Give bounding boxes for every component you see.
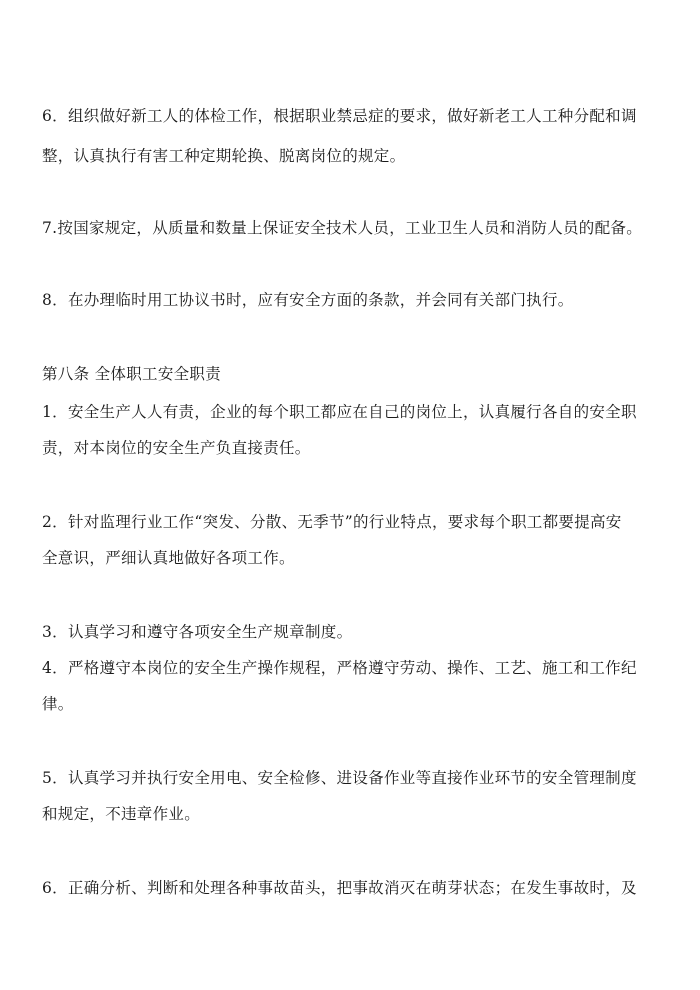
paragraph-line: 7.按国家规定，从质量和数量上保证安全技术人员，工业卫生人员和消防人员的配备。 [42,219,642,237]
paragraph-line: 律。 [42,695,74,713]
paragraph-line: 4．严格遵守本岗位的安全生产操作规程，严格遵守劳动、操作、工艺、施工和工作纪 [42,659,637,677]
paragraph-line: 责，对本岗位的安全生产负直接责任。 [42,439,311,457]
paragraph-line: 6．组织做好新工人的体检工作，根据职业禁忌症的要求，做好新老工人工种分配和调 [42,107,637,125]
paragraph-line: 8．在办理临时用工协议书时，应有安全方面的条款，并会同有关部门执行。 [42,291,574,309]
paragraph-line: 1．安全生产人人有责，企业的每个职工都应在自己的岗位上，认真履行各自的安全职 [42,403,637,421]
paragraph-line: 和规定，不违章作业。 [42,805,201,823]
paragraph-line: 6．正确分析、判断和处理各种事故苗头，把事故消灭在萌芽状态；在发生事故时，及 [42,879,637,897]
paragraph-line: 2．针对监理行业工作“突发、分散、无季节”的行业特点，要求每个职工都要提高安 [42,513,622,531]
paragraph-line: 整，认真执行有害工种定期轮换、脱离岗位的规定。 [42,147,406,165]
paragraph-line: 全意识，严细认真地做好各项工作。 [42,549,295,567]
paragraph-line: 3．认真学习和遵守各项安全生产规章制度。 [42,623,353,641]
paragraph-line: 5．认真学习并执行安全用电、安全检修、进设备作业等直接作业环节的安全管理制度 [42,769,637,787]
section-heading: 第八条 全体职工安全职责 [42,365,222,383]
